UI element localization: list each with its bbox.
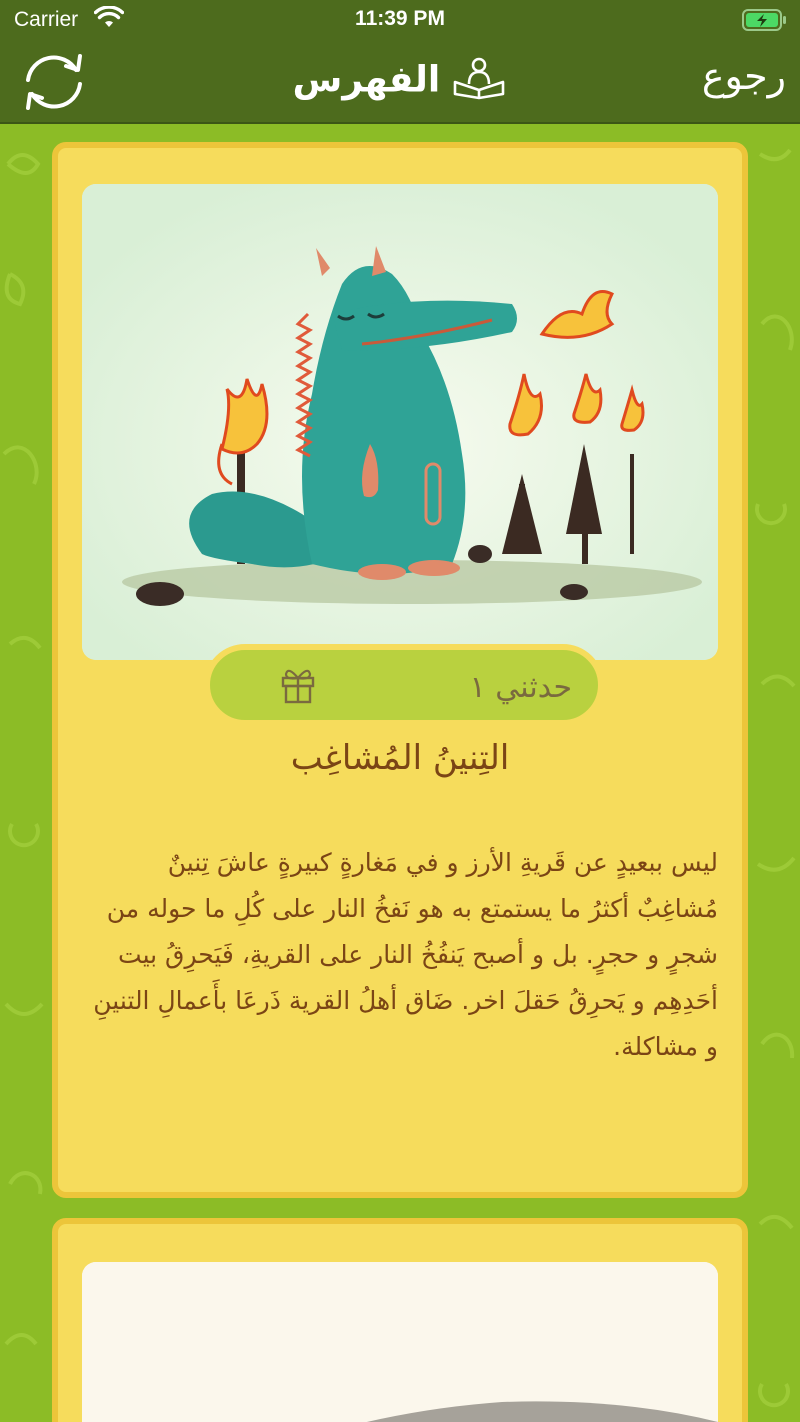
back-button[interactable]: رجوع: [701, 54, 786, 98]
story-card[interactable]: [52, 1218, 748, 1422]
story-badge[interactable]: [204, 644, 604, 726]
story-badge-label: حدثني ١: [469, 670, 572, 705]
battery-charging-icon: [742, 9, 788, 35]
story-illustration: [82, 1262, 718, 1422]
story-card[interactable]: [52, 142, 748, 1198]
gift-icon: [280, 666, 316, 708]
story-illustration: [82, 184, 718, 660]
story-body: ليس ببعيدٍ عن قَريةِ الأرز و في مَغارةٍ كبيرةٍ عاشَ تِنينٌ مُشاغِبٌ أكثرُ ما يستمتع به هو نَفخُ النار على كُلِ ما حوله من شجرٍ و حجرٍ. بل و أصبح يَنفُخُ النار على القريةِ، فَيَحرِقُ بيت أحَدِهِم و يَحرِقُ حَقلَ اخر. ضَاق أهلُ القرية ذَرعَا بأَعمالِ التنينِ و مشاكلة.: [93, 848, 718, 1061]
carrier-label: Carrier: [14, 8, 79, 31]
navigation-bar: [0, 40, 800, 124]
nav-title-group: [0, 56, 800, 104]
book-reader-icon: [451, 56, 507, 104]
nav-title: الفهرس: [292, 59, 441, 101]
story-title: التِنينُ المُشاغِب: [290, 738, 510, 778]
status-bar: [0, 0, 800, 40]
status-time: 11:39 PM: [355, 7, 445, 30]
